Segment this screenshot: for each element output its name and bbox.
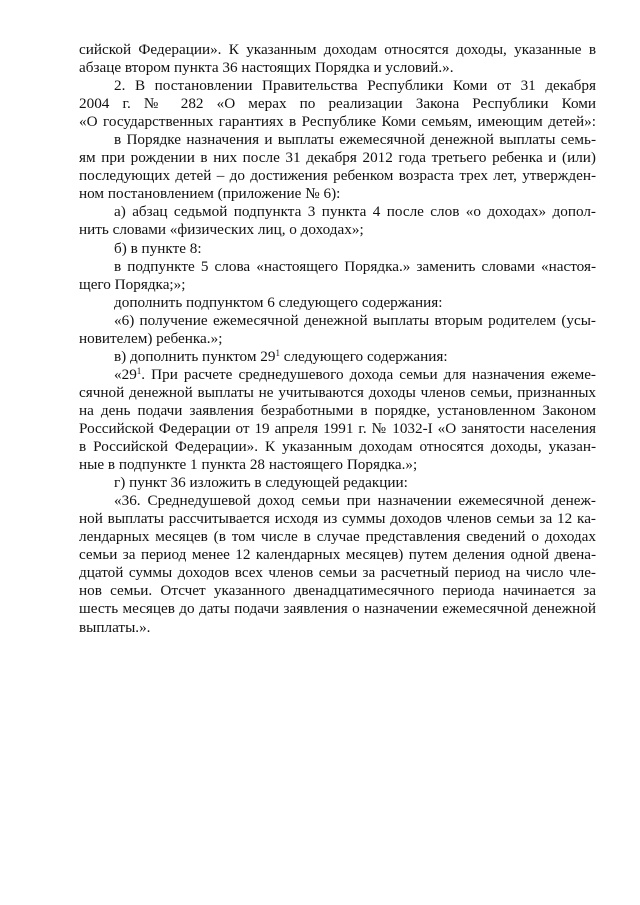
text-line: г) пункт 36 изложить в следующей редакции: [114,474,408,492]
text-line: выплаты.». [79,618,151,636]
paragraph-item-2 [79,77,596,131]
text-line: в Порядке назначения и выплаты ежемесячной денежной выплаты семь- [114,131,596,149]
paragraph-add-subpoint-6 [79,294,596,312]
paragraph-subitem-a [79,203,596,239]
text-line: 2004 г. № 282 «О мерах по реализации Закона Республики Коми [79,95,596,113]
paragraph-subpoint-6-text [79,312,596,348]
paragraph-subitem-g [79,474,596,492]
text-line: абзаце втором пункта 36 настоящих Порядка и условий.». [79,59,454,77]
superscript: 1 [275,347,280,358]
paragraph-point-36 [79,492,596,636]
text-line: семьи за период менее 12 календарных месяцев) путем деления одной двена- [79,546,596,564]
text-line: «6) получение ежемесячной денежной выплаты вторым родителем (усы- [114,311,596,329]
text-line: последующих детей – до достижения ребенком возраста трех лет, утвержден- [79,167,596,185]
text-line: нов семьи. Отсчет указанного двенадцатимесячного периода начинается за [79,582,596,600]
superscript: 1 [136,365,142,376]
paragraph-point-29-1 [79,366,596,474]
text-line: новителем) ребенка.»; [79,329,223,347]
text-line: «36. Среднедушевой доход семьи при назначении ежемесячной денеж- [114,492,596,510]
document-body [79,41,596,637]
text-line: ям при рождении в них после 31 декабря 2012 года третьего ребенка и (или) [79,149,596,167]
text-line: б) в пункте 8: [114,239,202,257]
text-line: в Российской Федерации». К указанным доходам относятся доходы, указан- [79,438,596,456]
text-line: а) абзац седьмой подпункта 3 пункта 4 после слов «о доходах» допол- [114,203,596,221]
text-line: 2. В постановлении Правительства Республики Коми от 31 декабря [114,77,596,95]
text-line [79,348,596,366]
text-line: дцатой суммы доходов всех членов семьи за расчетный период на число чле- [79,564,596,582]
text-line: щего Порядка;»; [79,275,186,293]
text-run: . При расчете среднедушевого дохода семьи для назначения ежеме- [141,365,596,383]
text-line: сийской Федерации». К указанным доходам относятся доходы, указанные в [79,41,596,58]
text-line: шесть месяцев до даты подачи заявления о назначении ежемесячной денежной [79,600,596,618]
text-line [79,366,596,384]
paragraph-continuation [79,41,596,77]
text-run: «29 [114,365,137,383]
text-line: Российской Федерации от 19 апреля 1991 г. № 1032-I «О занятости населения [79,419,596,437]
text-line: на день подачи заявления безработными в порядке, установленном Законом [79,401,596,419]
paragraph-subitem-b [79,240,596,258]
text-run: следующего содержания: [279,347,448,365]
text-line: лендарных месяцев (в том числе в случае представления сведений о доходах [79,528,596,546]
text-line: нить словами «физических лиц, о доходах»; [79,221,364,239]
text-run: в) дополнить пунктом 29 [114,347,276,365]
text-line: дополнить подпунктом 6 следующего содержания: [114,293,443,311]
text-line: «О государственных гарантиях в Республике Коми семьям, имеющим детей»: [79,113,596,131]
text-line: ной выплаты рассчитывается исходя из суммы доходов членов семьи за 12 ка- [79,510,596,528]
text-line: в подпункте 5 слова «настоящего Порядка.» заменить словами «настоя- [114,257,596,275]
text-line: сячной денежной выплаты не учитываются доходы членов семьи, признанных [79,383,596,401]
text-line: ные в подпункте 1 пункта 28 настоящего Порядка.»; [79,456,418,474]
paragraph-subpoint-5 [79,258,596,294]
text-line: ном постановлением (приложение № 6): [79,185,341,203]
paragraph-order-amendment [79,131,596,203]
paragraph-subitem-v [79,348,596,366]
